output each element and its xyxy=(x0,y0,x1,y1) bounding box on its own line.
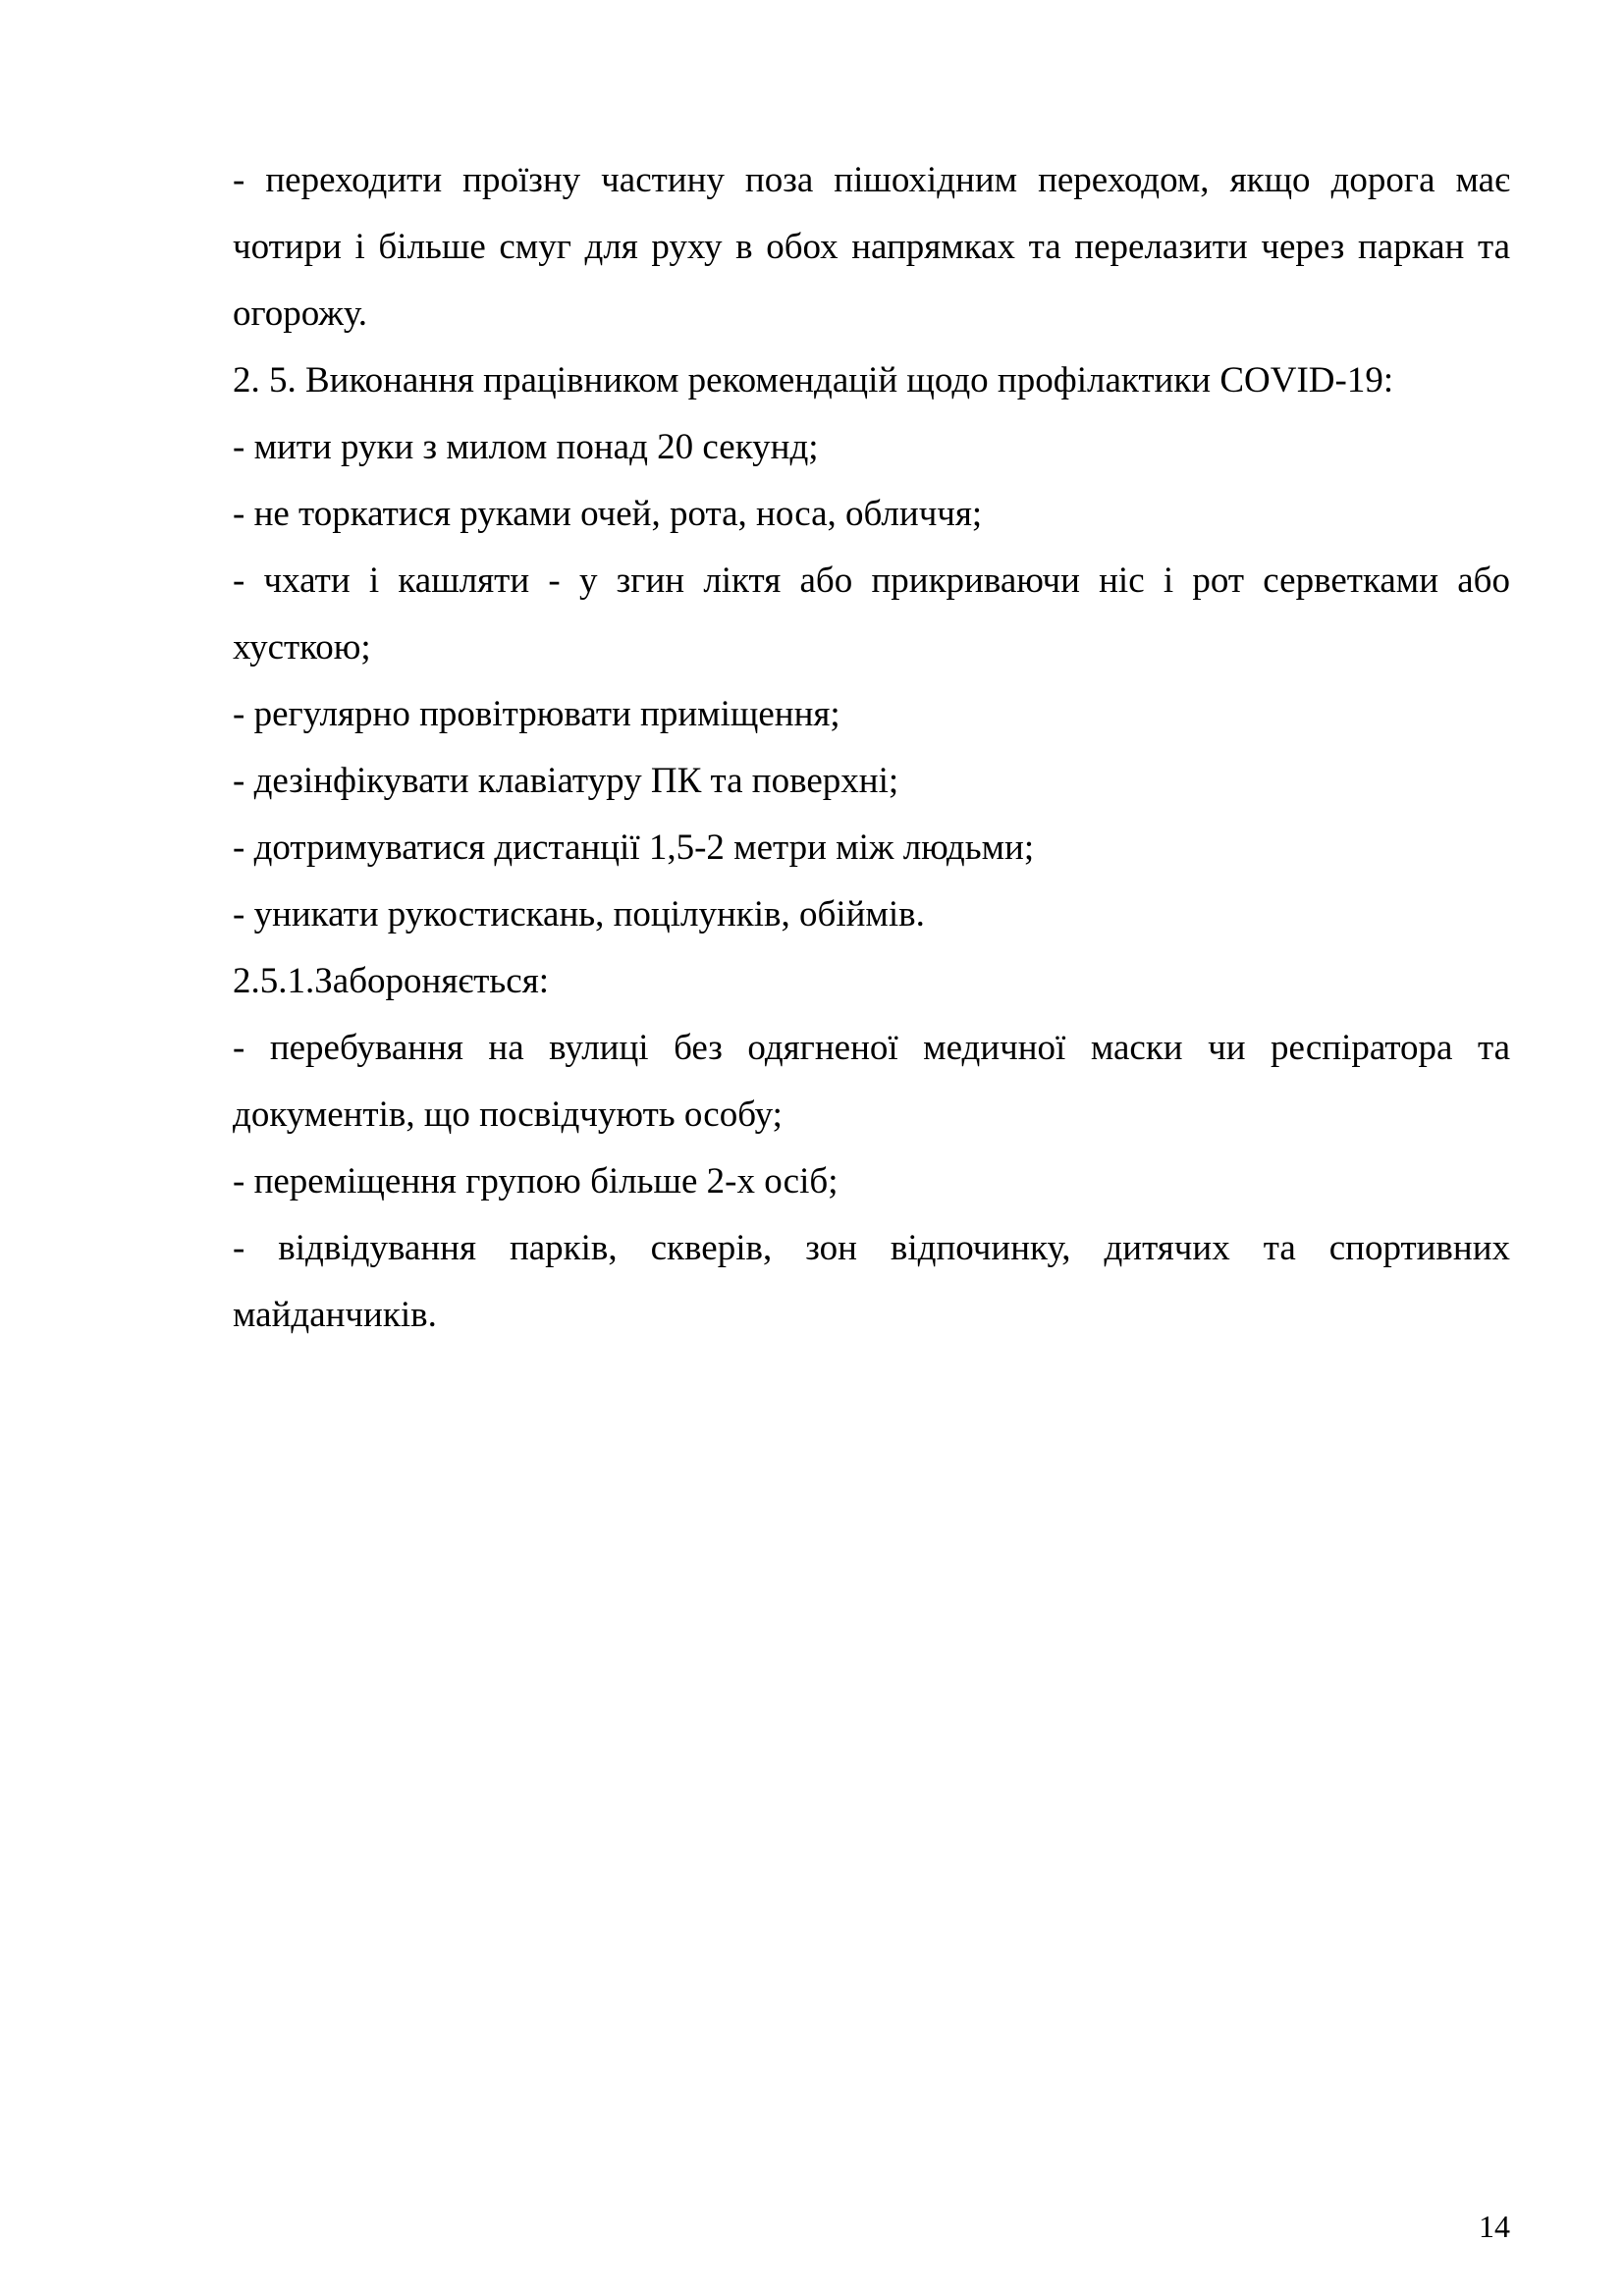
list-item: - регулярно провітрювати приміщення; xyxy=(233,694,840,734)
page-number: 14 xyxy=(1479,2209,1510,2244)
list-item: - уникати рукостискань, поцілунків, обіймів. xyxy=(233,894,925,934)
paragraph-crossing-rule: - переходити проїзну частину поза пішохідним переходом, якщо дорога має чотири і більше смуг для руху в обох напрямках та перелазити через паркан та огорожу. xyxy=(233,160,1510,334)
list-item: - чхати і кашляти - у згин ліктя або прикриваючи ніс і рот серветками або хусткою; xyxy=(233,561,1510,667)
list-item: - дезінфікувати клавіатуру ПК та поверхні; xyxy=(233,761,899,801)
document-body xyxy=(233,147,1510,1349)
list-item: - мити руки з милом понад 20 секунд; xyxy=(233,427,819,467)
list-item: - відвідування парків, скверів, зон відпочинку, дитячих та спортивних майданчиків. xyxy=(233,1228,1510,1335)
list-item: - не торкатися руками очей, рота, носа, обличчя; xyxy=(233,494,983,534)
list-item: - дотримуватися дистанції 1,5-2 метри між людьми; xyxy=(233,828,1035,868)
list-item: - перебування на вулиці без одягненої медичної маски чи респіратора та документів, що посвідчують особу; xyxy=(233,1028,1510,1135)
list-item: - переміщення групою більше 2-х осіб; xyxy=(233,1161,839,1201)
section-heading-prohibited: 2.5.1.Забороняється: xyxy=(233,961,549,1001)
section-heading-covid: 2. 5. Виконання працівником рекомендацій щодо профілактики COVID-19: xyxy=(233,360,1394,400)
